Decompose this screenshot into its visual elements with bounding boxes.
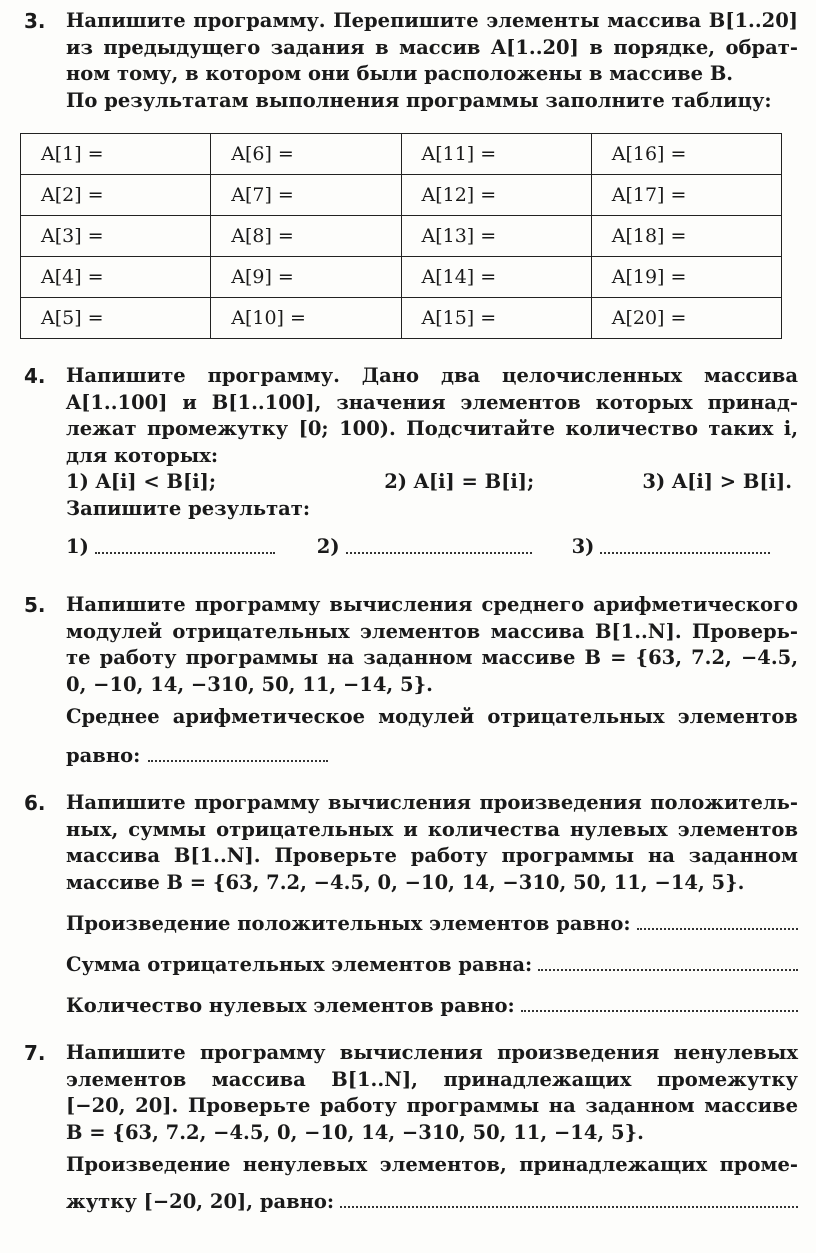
table-cell[interactable]: A[1] = [21,134,211,175]
table-row [21,216,782,257]
table-row [21,257,782,298]
answer-label: 3) [571,535,595,558]
table-row [21,134,782,175]
task-text-line: B = {63, 7.2, −4.5, 0, −10, 14, −310, 50, 11, −14, 5}. [66,1120,644,1144]
answer-blank-2[interactable] [346,534,532,554]
table-cell[interactable]: A[19] = [591,257,781,298]
condition-1: 1) A[i] < B[i]; [66,470,217,493]
task-text-line: из предыдущего задания в массив A[1..20] в порядке, обрат- [66,35,798,59]
table-cell[interactable]: A[15] = [401,298,591,339]
answer-row [66,992,798,1019]
answer-label: 2) [316,535,340,558]
table-cell[interactable]: A[13] = [401,216,591,257]
task-text-line: лежат промежутку [0; 100). Подсчитайте количество таких i, [66,417,798,440]
answer-row [66,951,798,978]
table-cell[interactable]: A[14] = [401,257,591,298]
task-text-line: Напишите программу вычисления произведения положитель- [66,791,798,814]
task-5 [24,592,798,769]
task-text-line: A[1..100] и B[1..100], значения элементов которых принад- [66,390,798,414]
answer-blank[interactable] [521,992,798,1012]
answer-blank-1[interactable] [95,534,275,554]
task-6 [24,790,798,1019]
table-cell[interactable]: A[16] = [591,134,781,175]
table-cell[interactable]: A[2] = [21,175,211,216]
task-text-line: модулей отрицательных элементов массива B[1..N]. Проверь- [66,619,798,643]
table-cell[interactable]: A[7] = [211,175,401,216]
task-text-line: Напишите программу вычисления среднего арифметического [66,593,798,616]
answer-prompt: Среднее арифметическое модулей отрицательных элементов [66,705,798,728]
task-4 [24,363,798,561]
answer-blanks [66,534,798,561]
task-text-line: ных, суммы отрицательных и количества нулевых элементов [66,817,798,841]
answer-prompt: Произведение ненулевых элементов, принадлежащих проме- [66,1153,798,1176]
table-row [21,298,782,339]
task-text-line: массиве B = {63, 7.2, −4.5, 0, −10, 14, −310, 50, 11, −14, 5}. [66,870,745,894]
table-cell[interactable]: A[18] = [591,216,781,257]
answer-row [66,1189,798,1216]
answer-label: Количество нулевых элементов равно: [66,993,515,1017]
task-text-line: те работу программы на заданном массиве B = {63, 7.2, −4.5, [66,646,798,669]
task-number: 3. [24,9,46,33]
answer-label: Сумма отрицательных элементов равна: [66,952,533,976]
task-3 [24,8,798,114]
answer-blank[interactable] [148,743,328,763]
task-number: 6. [24,791,46,815]
task-number: 4. [24,364,46,388]
table-cell[interactable]: A[12] = [401,175,591,216]
task-text-line: По результатам выполнения программы заполните таблицу: [66,88,772,112]
task-text-line: элементов массива B[1..N], принадлежащих промежутку [66,1067,798,1091]
task-7 [24,1040,798,1216]
table-cell[interactable]: A[11] = [401,134,591,175]
task-text-line: ном тому, в котором они были расположены в массиве B. [66,62,734,85]
task-text-line: массива B[1..N]. Проверьте работу программы на заданном [66,844,798,867]
answer-label: 1) [66,535,89,558]
table-cell[interactable]: A[20] = [591,298,781,339]
answer-label: жутку [−20, 20], равно: [66,1190,335,1214]
table-cell[interactable]: A[9] = [211,257,401,298]
task-text-line: 0, −10, 14, −310, 50, 11, −14, 5}. [66,672,433,696]
conditions-row [66,469,798,496]
task-text-line: Напишите программу вычисления произведения ненулевых [66,1041,798,1064]
task-number: 5. [24,593,46,617]
table-cell[interactable]: A[6] = [211,134,401,175]
table-cell[interactable]: A[3] = [21,216,211,257]
answer-label: равно: [66,743,141,767]
table-row [21,175,782,216]
table-cell[interactable]: A[17] = [591,175,781,216]
answer-row [66,743,798,770]
table-cell[interactable]: A[8] = [211,216,401,257]
task-text-line: [−20, 20]. Проверьте работу программы на заданном массиве [66,1094,798,1117]
task-text-line: Напишите программу. Дано два целочисленных массива [66,364,798,387]
answer-label: Произведение положительных элементов равно: [66,911,631,935]
answer-table [20,133,782,339]
table-cell[interactable]: A[4] = [21,257,211,298]
answer-blank[interactable] [637,910,798,930]
answer-blank[interactable] [340,1189,798,1209]
table-cell[interactable]: A[10] = [211,298,401,339]
condition-3: 3) A[i] > B[i]. [642,470,792,493]
answer-blank-3[interactable] [600,534,770,554]
answer-row [66,910,798,937]
task-text-line: Напишите программу. Перепишите элементы массива B[1..20] [66,9,798,32]
table-cell[interactable]: A[5] = [21,298,211,339]
task-text-line: для которых: [66,443,219,467]
answer-blank[interactable] [538,951,798,971]
result-label: Запишите результат: [66,496,311,520]
task-number: 7. [24,1041,46,1065]
condition-2: 2) A[i] = B[i]; [384,470,535,493]
